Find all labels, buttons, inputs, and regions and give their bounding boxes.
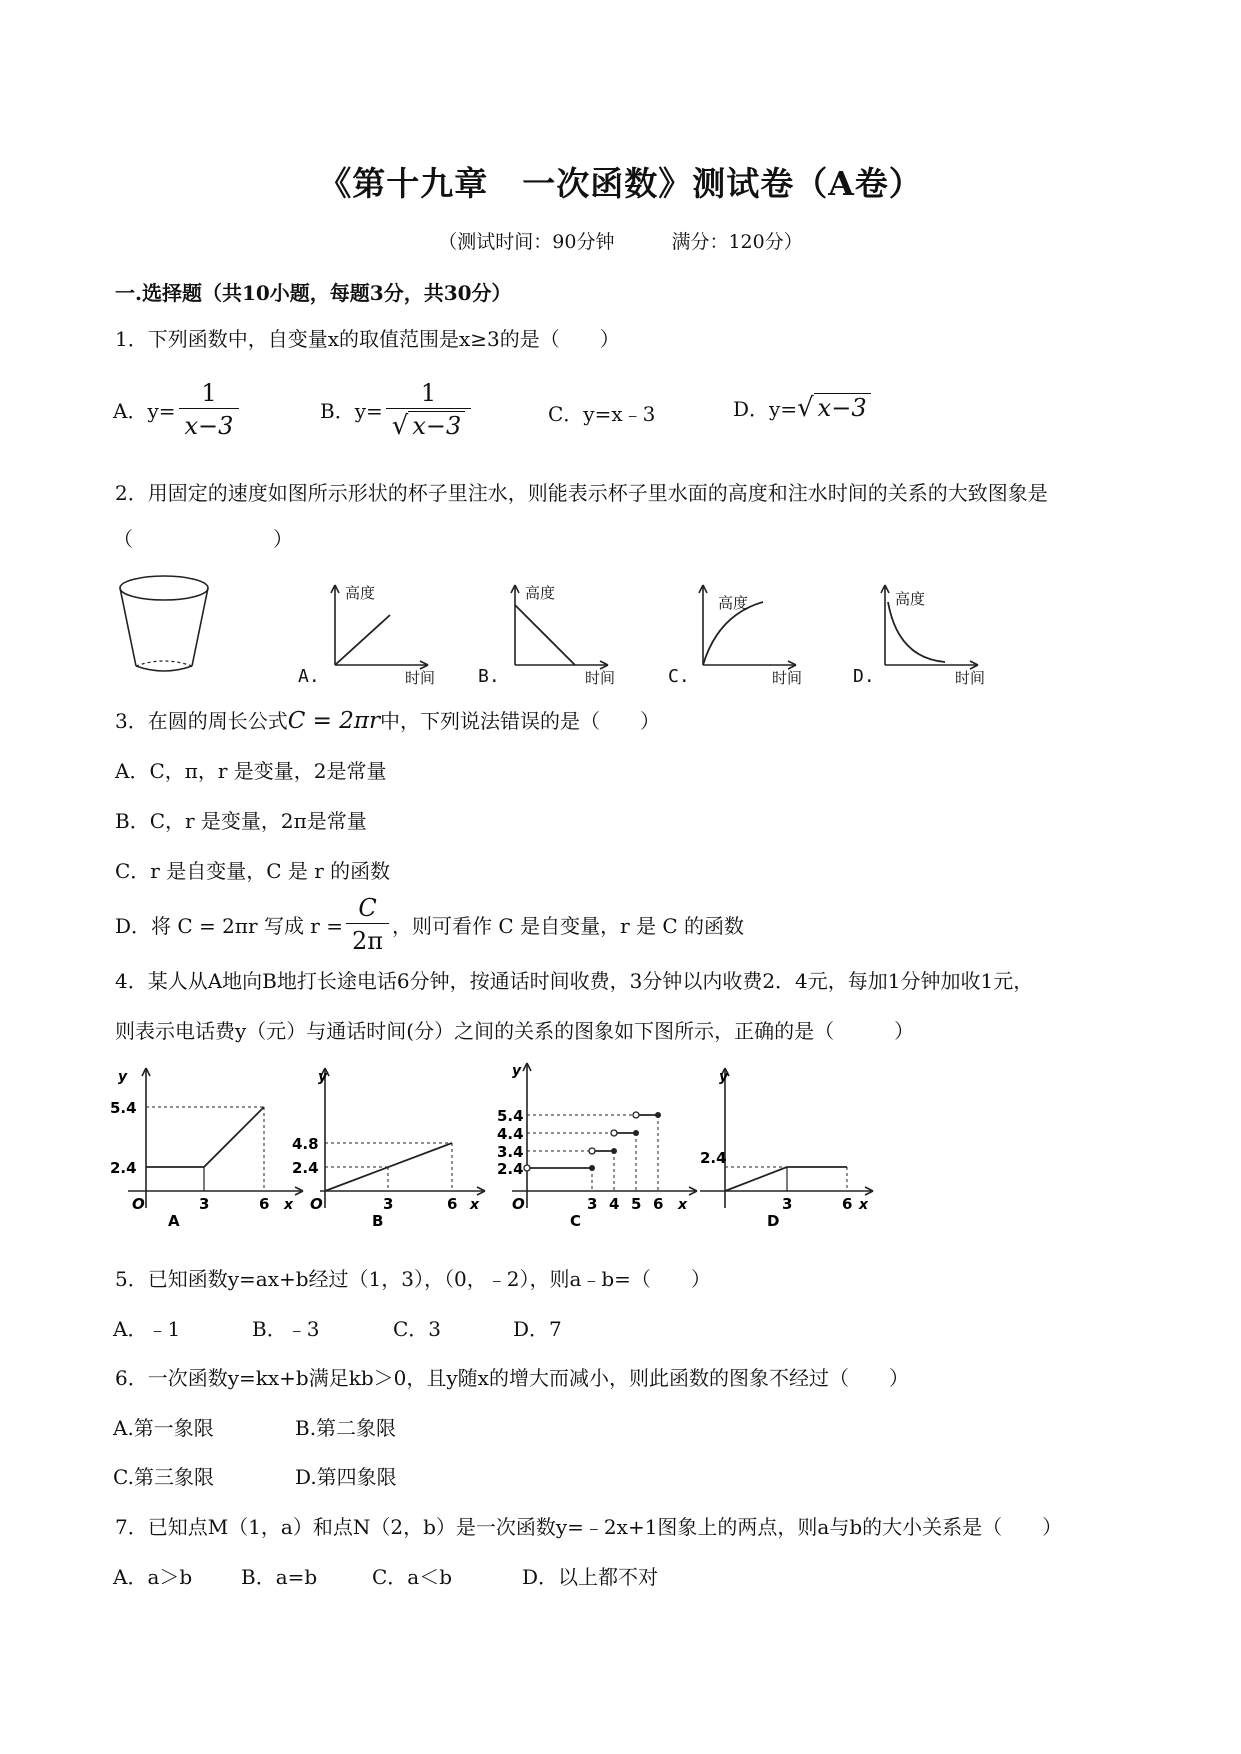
q4-graph-c: [492, 1063, 702, 1228]
q4-d-xtick-6: 6: [842, 1195, 853, 1213]
q1-b-denominator: √ x−3: [386, 408, 472, 441]
section-heading: 一.选择题（共10小题，每题3分，共30分）: [115, 281, 512, 305]
q1-d-label: D．y=: [733, 397, 798, 421]
q1-b-numerator: 1: [420, 379, 437, 407]
q4-c-x-axis-label: x: [678, 1197, 688, 1213]
q2-option-d-label: D.: [853, 666, 875, 687]
q2-answer-paren: （ ）: [113, 527, 293, 551]
q4-c-ytick-3.4: 3.4: [497, 1143, 524, 1161]
q5-stem: 5．已知函数y=ax+b经过（1，3），（0，﹣2），则a﹣b=（ ）: [115, 1267, 711, 1291]
q4-b-xtick-6: 6: [447, 1195, 458, 1213]
q3-d-denominator: 2π: [346, 923, 389, 956]
q1-option-c: C．y=x﹣3: [548, 402, 656, 426]
q2-stem: 2．用固定的速度如图所示形状的杯子里注水，则能表示杯子里水面的高度和注水时间的关系的大致图象是: [115, 481, 1048, 505]
q1-a-numerator: 1: [201, 379, 217, 407]
q2-graph-b-xlabel: 时间: [585, 669, 616, 687]
page-title: 《第十九章 一次函数》测试卷（A卷）: [318, 164, 923, 203]
q3-d-numerator: C: [358, 894, 377, 922]
test-info: （测试时间：90分钟 满分：120分）: [438, 231, 803, 253]
q4-a-xtick-3: 3: [199, 1195, 210, 1213]
q7-option-c: C．a＜b: [372, 1565, 453, 1589]
q4-b-xtick-3: 3: [383, 1195, 394, 1213]
q4-b-y-axis-label: y: [318, 1069, 328, 1085]
q1-a-label: A．y=: [113, 399, 176, 423]
q4-a-origin: O: [132, 1195, 145, 1213]
q6-option-d: D.第四象限: [295, 1465, 397, 1489]
q5-option-a: A．﹣1: [113, 1317, 181, 1341]
q4-a-x-axis-label: x: [284, 1197, 294, 1213]
q3-d-fraction: [346, 893, 389, 956]
q4-c-xtick-3: 3: [587, 1195, 598, 1213]
q1-b-fraction: [386, 378, 472, 441]
q4-a-xtick-6: 6: [259, 1195, 270, 1213]
q2-graph-d-xlabel: 时间: [955, 669, 986, 687]
q2-graph-c-xlabel: 时间: [772, 669, 803, 687]
q4-c-ytick-2.4: 2.4: [497, 1160, 524, 1178]
q4-d-xtick-3: 3: [782, 1195, 793, 1213]
q2-graph-b-ylabel: 高度: [525, 584, 556, 602]
q6-option-b: B.第二象限: [295, 1416, 397, 1440]
q3-option-d: [115, 893, 744, 956]
q4-c-xtick-5: 5: [631, 1195, 642, 1213]
q1-option-b: [320, 378, 474, 441]
q3-stem: [115, 705, 660, 734]
q7-option-a: A．a＞b: [113, 1565, 193, 1589]
q4-graph-a-label: A: [168, 1212, 180, 1230]
q3-stem-part-b: 中，下列说法错误的是（ ）: [379, 709, 660, 733]
q1-stem: 1．下列函数中，自变量x的取值范围是x≥3的是（ ）: [115, 327, 620, 351]
q4-d-ytick-2.4: 2.4: [700, 1149, 727, 1167]
q2-graph-a-ylabel: 高度: [345, 584, 376, 602]
q4-c-ytick-4.4: 4.4: [497, 1125, 524, 1143]
q4-graph-d-label: D: [767, 1212, 780, 1230]
q7-option-d: D．以上都不对: [522, 1565, 659, 1589]
q4-graph-b-label: B: [372, 1212, 384, 1230]
q5-option-b: B．﹣3: [252, 1317, 320, 1341]
q3-formula: C = 2πr: [287, 708, 380, 734]
q4-a-ytick-2.4: 2.4: [110, 1159, 137, 1177]
q1-d-radicand: x−3: [814, 393, 871, 422]
q5-option-c: C．3: [393, 1317, 442, 1341]
q4-stem-line2: 则表示电话费y（元）与通话时间(分）之间的关系的图象如下图所示，正确的是（ ）: [115, 1019, 915, 1043]
q1-b-radicand: x−3: [408, 411, 465, 440]
q2-graph-a-xlabel: 时间: [405, 669, 436, 687]
q3-stem-part-a: 3．在圆的周长公式: [115, 709, 288, 733]
q2-graph-c-ylabel: 高度: [718, 594, 749, 612]
q2-option-b-label: B.: [478, 666, 500, 687]
q4-graph-d: [695, 1063, 875, 1228]
q3-d-part-a: D．将 C = 2πr 写成 r =: [115, 914, 343, 938]
q4-a-y-axis-label: y: [118, 1069, 128, 1085]
q4-c-origin: O: [512, 1195, 525, 1213]
q7-stem: 7．已知点M（1，a）和点N（2，b）是一次函数y=﹣2x+1图象上的两点，则a与b的大小关系是（ ）: [115, 1515, 1063, 1539]
q2-option-c-label: C.: [668, 666, 690, 687]
q1-a-denominator: x−3: [179, 408, 240, 441]
q3-option-a: A．C，π，r 是变量，2是常量: [115, 759, 387, 783]
q5-option-d: D．7: [513, 1317, 562, 1341]
q3-option-b: B．C，r 是变量，2π是常量: [115, 809, 367, 833]
q4-a-ytick-5.4: 5.4: [110, 1099, 137, 1117]
q4-c-xtick-4: 4: [609, 1195, 620, 1213]
q2-option-a-label: A.: [298, 666, 320, 687]
q1-b-label: B．y=: [320, 399, 383, 423]
q4-graph-c-label: C: [570, 1212, 582, 1230]
q3-option-c: C．r 是自变量，C 是 r 的函数: [115, 859, 391, 883]
q6-option-a: A.第一象限: [113, 1416, 214, 1440]
q4-b-origin: O: [310, 1195, 323, 1213]
q6-stem: 6．一次函数y=kx+b满足kb＞0，且y随x的增大而减小，则此函数的图象不经过（ ）: [115, 1366, 909, 1390]
q2-graph-d-ylabel: 高度: [895, 590, 926, 608]
q4-graph-b: [292, 1063, 490, 1230]
q1-option-d: D．y=√ x−3: [733, 393, 871, 423]
q1-a-fraction: [179, 378, 240, 441]
cup-figure: [110, 570, 220, 680]
q7-option-b: B．a=b: [241, 1565, 318, 1589]
q4-b-ytick-4.8: 4.8: [292, 1135, 319, 1153]
q4-stem-line1: 4．某人从A地向B地打长途电话6分钟，按通话时间收费，3分钟以内收费2．4元，每加1分钟加收1元，: [115, 969, 1034, 993]
q1-option-a: [113, 378, 242, 441]
q4-b-ytick-2.4: 2.4: [292, 1159, 319, 1177]
q6-option-c: C.第三象限: [113, 1465, 214, 1489]
q4-c-xtick-6: 6: [653, 1195, 664, 1213]
q4-c-ytick-5.4: 5.4: [497, 1107, 524, 1125]
q4-d-x-axis-label: x: [859, 1197, 869, 1213]
q3-d-part-b: ，则可看作 C 是自变量，r 是 C 的函数: [392, 914, 744, 938]
q4-b-x-axis-label: x: [470, 1197, 480, 1213]
q4-graph-a: [108, 1063, 308, 1228]
q4-d-y-axis-label: y: [719, 1069, 729, 1085]
q4-c-y-axis-label: y: [512, 1063, 522, 1079]
